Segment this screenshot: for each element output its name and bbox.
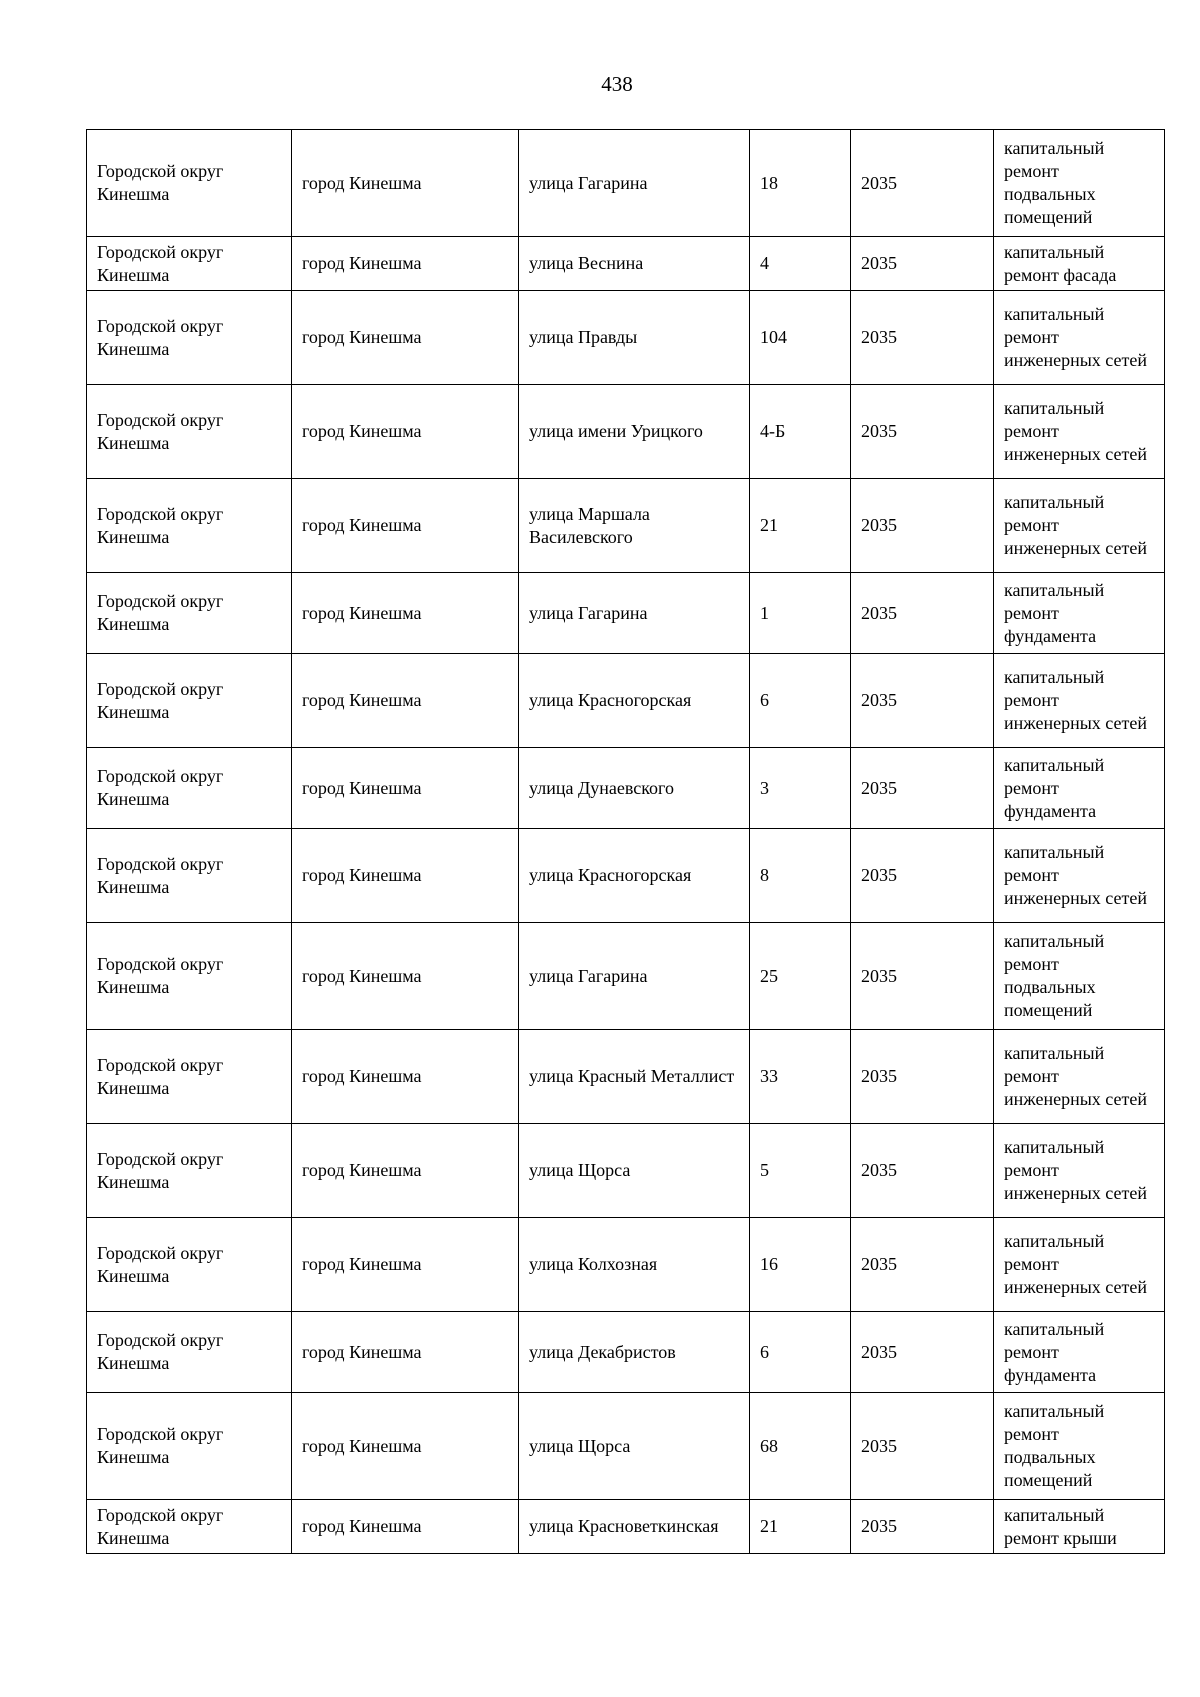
street-cell: улица Колхозная xyxy=(519,1218,750,1312)
work-type-cell: капитальный ремонт инженерных сетей xyxy=(994,1030,1165,1124)
street-cell: улица Маршала Василевского xyxy=(519,479,750,573)
year-cell: 2035 xyxy=(851,573,994,654)
settlement-cell: город Кинешма xyxy=(292,748,519,829)
street-cell: улица Красногорская xyxy=(519,829,750,923)
municipality-cell: Городской округ Кинешма xyxy=(87,573,292,654)
municipality-cell: Городской округ Кинешма xyxy=(87,1218,292,1312)
house-number-cell: 8 xyxy=(750,829,851,923)
house-number-cell: 5 xyxy=(750,1124,851,1218)
house-number-cell: 68 xyxy=(750,1393,851,1500)
repair-schedule-table xyxy=(86,129,1165,1554)
work-type-cell: капитальный ремонт подвальных помещений xyxy=(994,130,1165,237)
municipality-cell: Городской округ Кинешма xyxy=(87,748,292,829)
settlement-cell: город Кинешма xyxy=(292,1312,519,1393)
settlement-cell: город Кинешма xyxy=(292,829,519,923)
work-type-cell: капитальный ремонт подвальных помещений xyxy=(994,923,1165,1030)
house-number-cell: 16 xyxy=(750,1218,851,1312)
table-row xyxy=(87,748,1165,829)
house-number-cell: 25 xyxy=(750,923,851,1030)
page-number: 438 xyxy=(601,72,633,96)
year-cell: 2035 xyxy=(851,1500,994,1554)
house-number-cell: 18 xyxy=(750,130,851,237)
settlement-cell: город Кинешма xyxy=(292,479,519,573)
house-number-cell: 3 xyxy=(750,748,851,829)
table-row xyxy=(87,291,1165,385)
settlement-cell: город Кинешма xyxy=(292,1124,519,1218)
table-row xyxy=(87,1124,1165,1218)
street-cell: улица Красный Металлист xyxy=(519,1030,750,1124)
table-row xyxy=(87,479,1165,573)
year-cell: 2035 xyxy=(851,1393,994,1500)
settlement-cell: город Кинешма xyxy=(292,237,519,291)
table-row xyxy=(87,654,1165,748)
municipality-cell: Городской округ Кинешма xyxy=(87,385,292,479)
municipality-cell: Городской округ Кинешма xyxy=(87,923,292,1030)
house-number-cell: 1 xyxy=(750,573,851,654)
settlement-cell: город Кинешма xyxy=(292,385,519,479)
year-cell: 2035 xyxy=(851,130,994,237)
street-cell: улица Веснина xyxy=(519,237,750,291)
municipality-cell: Городской округ Кинешма xyxy=(87,1124,292,1218)
house-number-cell: 104 xyxy=(750,291,851,385)
year-cell: 2035 xyxy=(851,1124,994,1218)
work-type-cell: капитальный ремонт инженерных сетей xyxy=(994,291,1165,385)
house-number-cell: 21 xyxy=(750,479,851,573)
street-cell: улица Гагарина xyxy=(519,130,750,237)
table-row xyxy=(87,237,1165,291)
street-cell: улица Дунаевского xyxy=(519,748,750,829)
year-cell: 2035 xyxy=(851,748,994,829)
house-number-cell: 21 xyxy=(750,1500,851,1554)
house-number-cell: 6 xyxy=(750,654,851,748)
municipality-cell: Городской округ Кинешма xyxy=(87,237,292,291)
work-type-cell: капитальный ремонт фундамента xyxy=(994,1312,1165,1393)
street-cell: улица Декабристов xyxy=(519,1312,750,1393)
house-number-cell: 4-Б xyxy=(750,385,851,479)
municipality-cell: Городской округ Кинешма xyxy=(87,654,292,748)
municipality-cell: Городской округ Кинешма xyxy=(87,1312,292,1393)
table-body xyxy=(87,130,1165,1554)
table-row xyxy=(87,1030,1165,1124)
settlement-cell: город Кинешма xyxy=(292,1030,519,1124)
work-type-cell: капитальный ремонт фасада xyxy=(994,237,1165,291)
year-cell: 2035 xyxy=(851,385,994,479)
street-cell: улица имени Урицкого xyxy=(519,385,750,479)
municipality-cell: Городской округ Кинешма xyxy=(87,130,292,237)
work-type-cell: капитальный ремонт инженерных сетей xyxy=(994,1218,1165,1312)
house-number-cell: 6 xyxy=(750,1312,851,1393)
table-row xyxy=(87,130,1165,237)
year-cell: 2035 xyxy=(851,829,994,923)
municipality-cell: Городской округ Кинешма xyxy=(87,479,292,573)
municipality-cell: Городской округ Кинешма xyxy=(87,1393,292,1500)
municipality-cell: Городской округ Кинешма xyxy=(87,829,292,923)
settlement-cell: город Кинешма xyxy=(292,923,519,1030)
year-cell: 2035 xyxy=(851,237,994,291)
street-cell: улица Щорса xyxy=(519,1393,750,1500)
work-type-cell: капитальный ремонт инженерных сетей xyxy=(994,829,1165,923)
house-number-cell: 33 xyxy=(750,1030,851,1124)
settlement-cell: город Кинешма xyxy=(292,1500,519,1554)
municipality-cell: Городской округ Кинешма xyxy=(87,1030,292,1124)
settlement-cell: город Кинешма xyxy=(292,130,519,237)
street-cell: улица Красногорская xyxy=(519,654,750,748)
table-row xyxy=(87,1312,1165,1393)
municipality-cell: Городской округ Кинешма xyxy=(87,291,292,385)
settlement-cell: город Кинешма xyxy=(292,654,519,748)
street-cell: улица Щорса xyxy=(519,1124,750,1218)
municipality-cell: Городской округ Кинешма xyxy=(87,1500,292,1554)
settlement-cell: город Кинешма xyxy=(292,573,519,654)
year-cell: 2035 xyxy=(851,923,994,1030)
settlement-cell: город Кинешма xyxy=(292,1393,519,1500)
street-cell: улица Гагарина xyxy=(519,573,750,654)
year-cell: 2035 xyxy=(851,1218,994,1312)
work-type-cell: капитальный ремонт инженерных сетей xyxy=(994,479,1165,573)
street-cell: улица Правды xyxy=(519,291,750,385)
work-type-cell: капитальный ремонт подвальных помещений xyxy=(994,1393,1165,1500)
year-cell: 2035 xyxy=(851,1312,994,1393)
work-type-cell: капитальный ремонт инженерных сетей xyxy=(994,385,1165,479)
table-row xyxy=(87,1393,1165,1500)
work-type-cell: капитальный ремонт крыши xyxy=(994,1500,1165,1554)
table-row xyxy=(87,923,1165,1030)
table-row xyxy=(87,385,1165,479)
work-type-cell: капитальный ремонт фундамента xyxy=(994,748,1165,829)
work-type-cell: капитальный ремонт фундамента xyxy=(994,573,1165,654)
settlement-cell: город Кинешма xyxy=(292,291,519,385)
table-row xyxy=(87,573,1165,654)
year-cell: 2035 xyxy=(851,654,994,748)
work-type-cell: капитальный ремонт инженерных сетей xyxy=(994,1124,1165,1218)
settlement-cell: город Кинешма xyxy=(292,1218,519,1312)
work-type-cell: капитальный ремонт инженерных сетей xyxy=(994,654,1165,748)
year-cell: 2035 xyxy=(851,291,994,385)
year-cell: 2035 xyxy=(851,479,994,573)
table-row xyxy=(87,1218,1165,1312)
house-number-cell: 4 xyxy=(750,237,851,291)
table-row xyxy=(87,1500,1165,1554)
street-cell: улица Гагарина xyxy=(519,923,750,1030)
table-row xyxy=(87,829,1165,923)
year-cell: 2035 xyxy=(851,1030,994,1124)
street-cell: улица Красноветкинская xyxy=(519,1500,750,1554)
